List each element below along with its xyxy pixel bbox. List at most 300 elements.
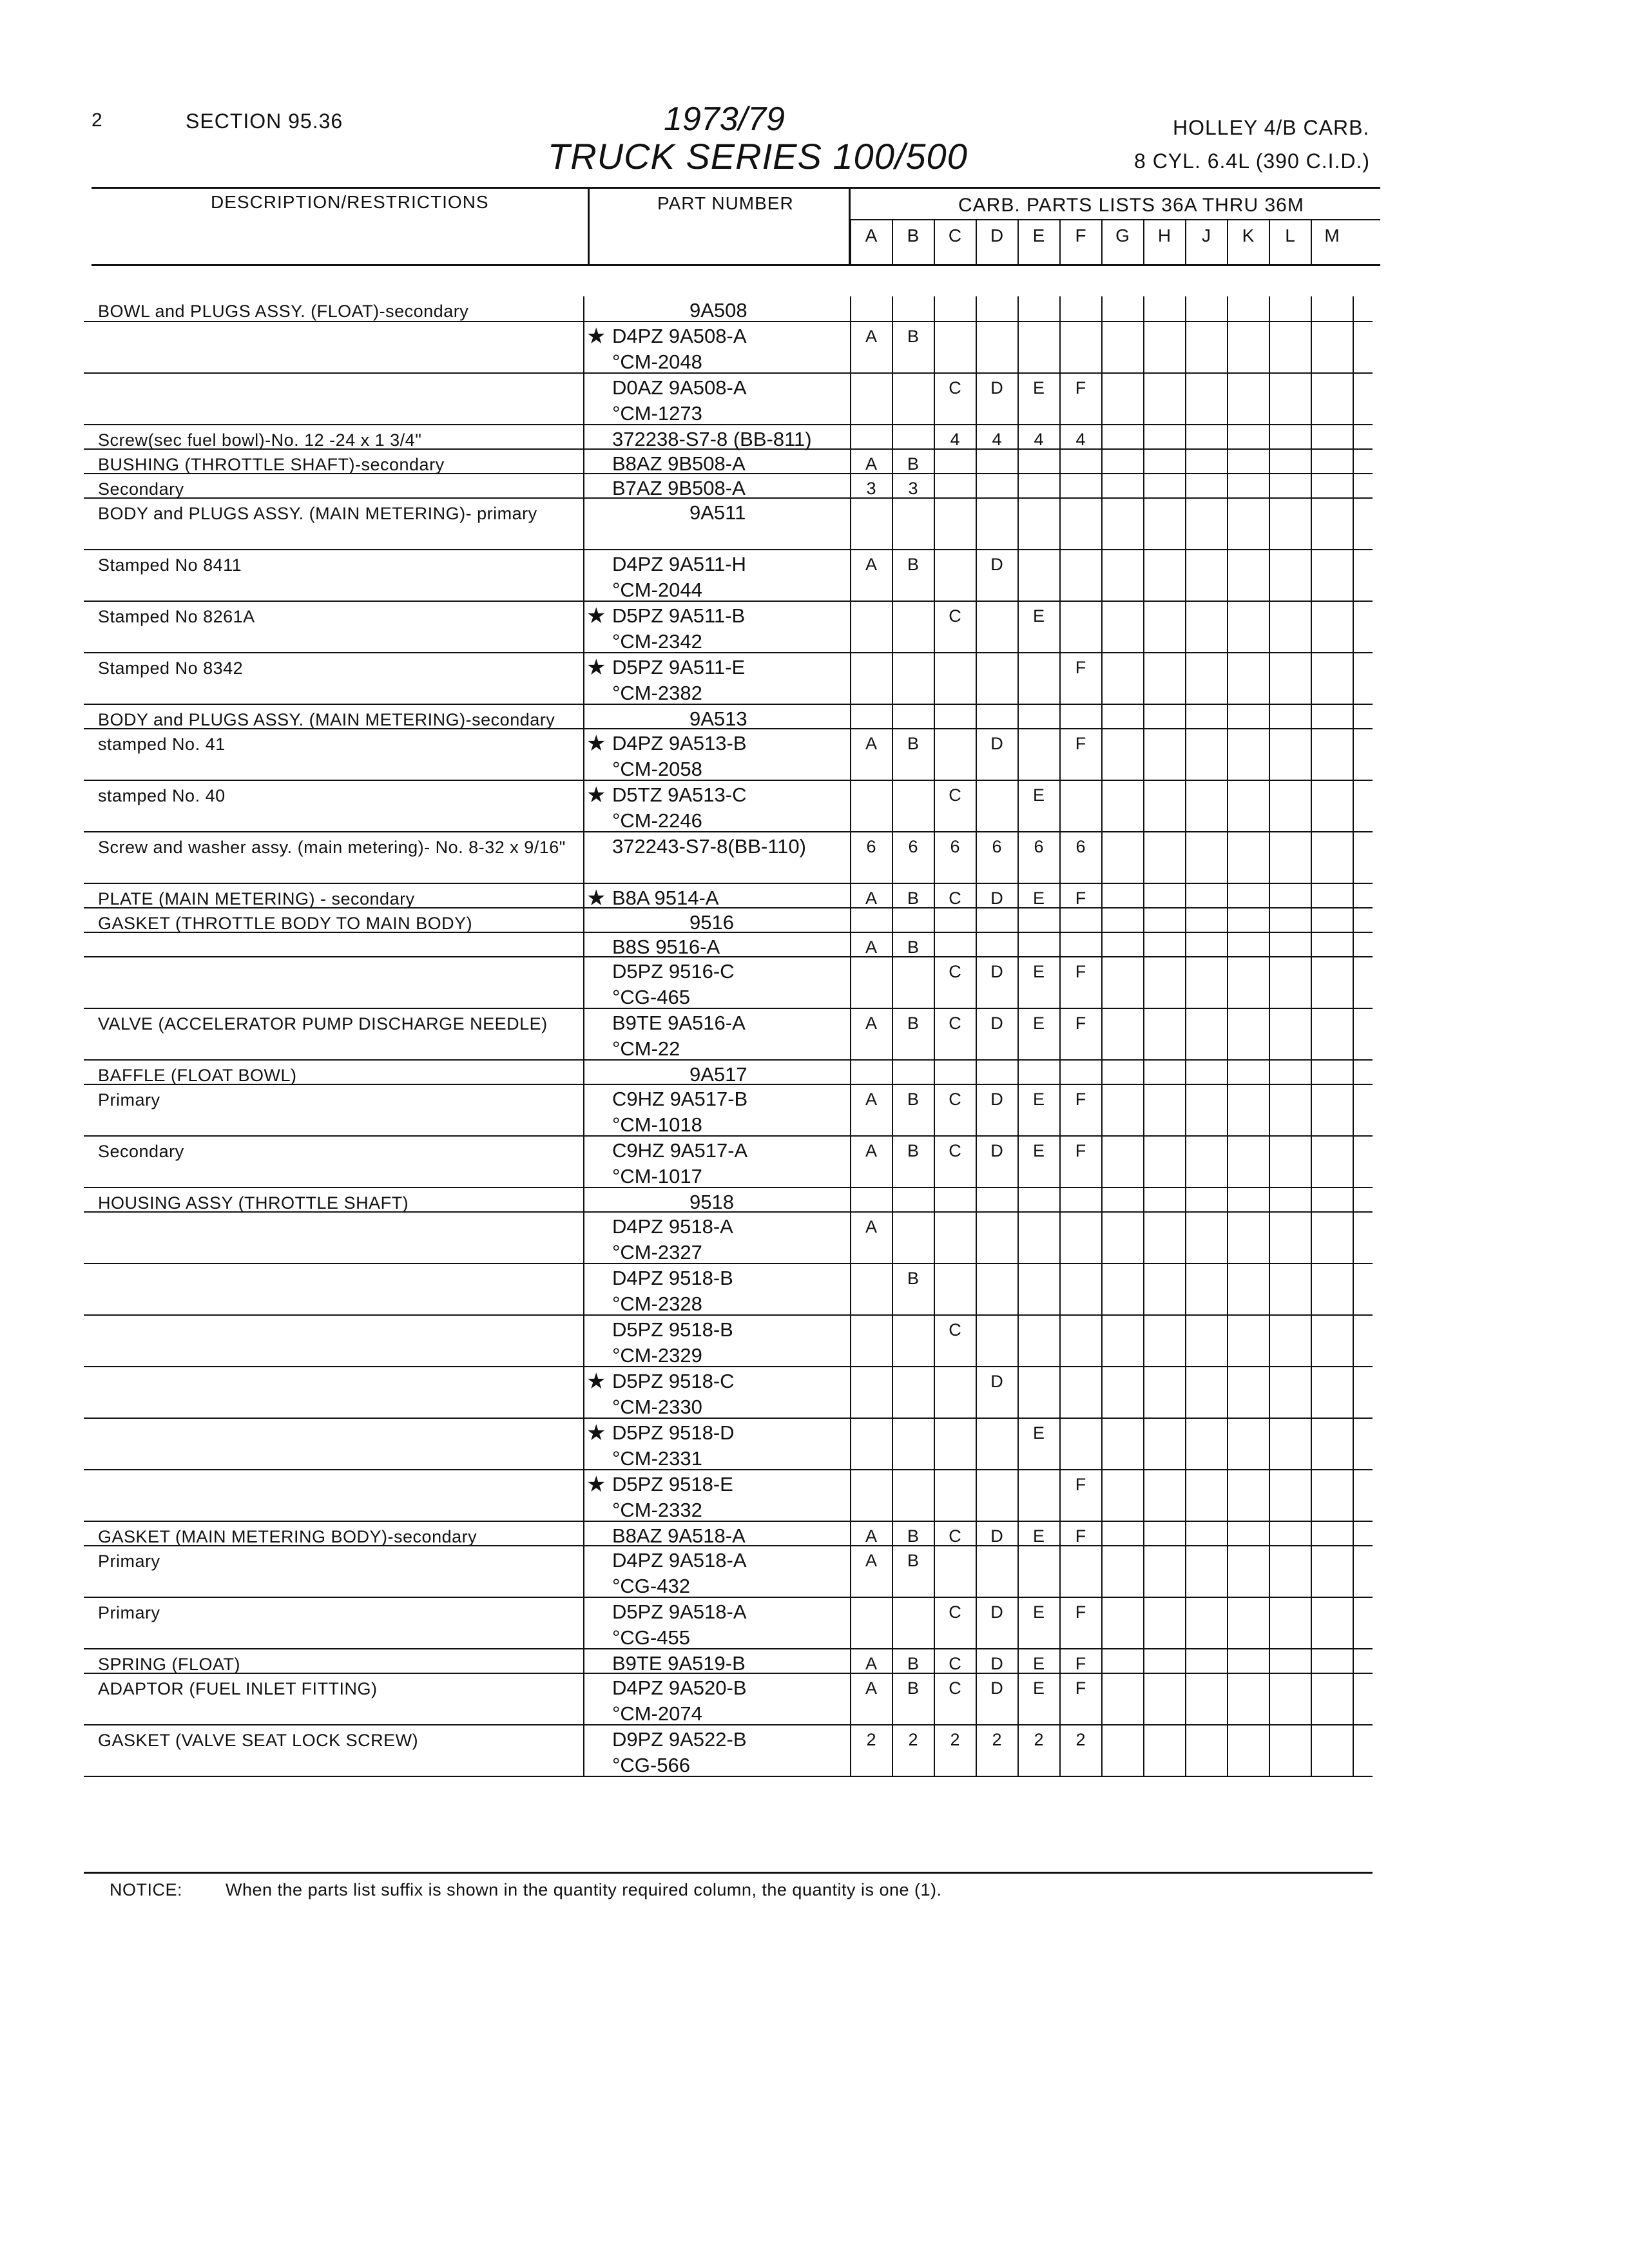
qty-cell-a: A [865,734,877,753]
grid-line [1059,1188,1061,1213]
qty-cell-f: F [1075,1602,1086,1622]
grid-line [850,781,851,832]
qty-cell-d: D [990,889,1003,908]
row-description: Stamped No 8411 [98,555,242,575]
qty-cell-a: A [865,1014,877,1033]
grid-line [1059,1546,1061,1598]
qty-cell-d: D [990,1678,1003,1698]
grid-line [1017,322,1019,374]
grid-line [1143,1316,1144,1367]
grid-line [1311,884,1312,908]
grid-line [1227,602,1228,653]
grid-line [1269,1085,1270,1137]
part-number [586,1420,735,1472]
qty-cell-e: 2 [1034,1730,1044,1749]
grid-line [1017,908,1019,933]
grid-line [1017,1188,1019,1213]
grid-line [583,550,584,602]
grid-line [1101,425,1103,450]
column-header-f: F [1075,226,1086,245]
qty-cell-f: 6 [1075,837,1086,856]
grid-line [1143,1085,1144,1137]
grid-line [1017,1316,1019,1367]
grid-line [583,1546,584,1598]
table-row [84,1522,1373,1546]
grid-line [1143,322,1144,374]
grid-line [1059,322,1061,374]
grid-line [1143,296,1144,322]
qty-cell-f: F [1075,1475,1086,1494]
grid-line [583,1419,584,1470]
part-number-line: C9HZ 9A517-B [612,1088,748,1110]
table-row [84,296,1373,322]
grid-line [892,1316,893,1367]
grid-line [1017,653,1019,705]
part-number-line: B7AZ 9B508-A [612,477,746,499]
grid-line [1269,550,1270,602]
grid-line [1311,425,1312,450]
grid-line [1101,1598,1103,1649]
cross-reference-line: °CM-2058 [612,758,702,780]
grid-line [1059,450,1061,474]
qty-cell-d: D [990,1602,1003,1622]
grid-line [1269,1188,1270,1213]
notice-text: When the parts list suffix is shown in the quantity required column, the quantity is one (1). [226,1880,942,1899]
grid-line [850,374,851,425]
qty-cell-f: F [1075,378,1086,398]
table-row [84,957,1373,1009]
grid-line [1353,1470,1354,1522]
grid-line [1227,1367,1228,1419]
star-icon: ★ [586,1421,606,1445]
qty-cell-b: B [907,454,919,474]
table-row [84,1061,1373,1085]
grid-line [1269,1264,1270,1316]
qty-cell-d: D [990,555,1003,574]
grid-line [1269,1316,1270,1367]
cross-reference-line: °CM-22 [612,1037,680,1060]
qty-cell-b: 2 [908,1730,918,1749]
qty-cell-e: E [1032,1654,1045,1673]
grid-line [892,1213,893,1264]
grid-line [934,322,935,374]
row-description: Secondary [98,479,184,499]
grid-line [1017,729,1019,781]
grid-line [1269,1367,1270,1419]
part-number [612,1086,747,1138]
qty-cell-b: B [907,1141,919,1160]
cross-reference-line: °CG-432 [612,1575,690,1597]
part-number [612,476,746,501]
qty-cell-d: D [990,1141,1003,1160]
row-description: BODY and PLUGS ASSY. (MAIN METERING)-secondary [98,710,555,729]
column-header-j: J [1202,226,1211,245]
grid-line [850,602,851,653]
grid-line [1311,832,1312,884]
qty-cell-b: B [907,1678,919,1698]
qty-cell-d: 2 [992,1730,1002,1749]
grid-line [1059,1316,1061,1367]
star-icon: ★ [586,783,606,807]
grid-line [1311,705,1312,729]
notice [110,1880,942,1900]
grid-line [1185,1213,1186,1264]
qty-cell-d: D [990,378,1003,398]
grid-line [1227,957,1228,1009]
grid-line [1017,1367,1019,1419]
qty-cell-a: A [865,1551,877,1570]
grid-line [1353,884,1354,908]
grid-line [1311,602,1312,653]
grid-line [1017,1470,1019,1522]
qty-cell-a: A [865,1217,877,1236]
grid-line [1269,322,1270,374]
grid-line [1101,908,1103,933]
grid-line [1227,1546,1228,1598]
qty-cell-a: A [865,937,877,957]
grid-line [1269,957,1270,1009]
grid-line [1311,550,1312,602]
grid-line [1101,1061,1103,1085]
qty-cell-b: 3 [908,479,918,498]
grid-line [934,1367,935,1419]
grid-line [976,1316,977,1367]
qty-cell-a: A [865,1526,877,1546]
part-number-line: D5PZ 9518-D [612,1421,735,1444]
grid-line [1227,1085,1228,1137]
grid-line [976,499,977,550]
grid-line [1017,705,1019,729]
grid-line [1143,474,1144,499]
grid-line [583,1316,584,1367]
part-number [586,885,719,911]
qty-cell-b: B [907,1654,919,1673]
grid-line [1311,474,1312,499]
grid-line [583,1085,584,1137]
grid-line [934,1061,935,1085]
part-number [612,706,747,732]
part-number-line: D4PZ 9A520-B [612,1677,747,1699]
grid-line [1311,374,1312,425]
part-number [612,1010,746,1062]
part-number-line: D4PZ 9A511-H [612,553,746,575]
grid-line [1353,474,1354,499]
qty-cell-d: 6 [992,837,1002,856]
grid-line [583,450,584,474]
grid-line [1185,602,1186,653]
grid-line [1353,1316,1354,1367]
part-number-line: 9A517 [689,1063,747,1086]
grid-line [1227,1009,1228,1061]
grid-line [1311,653,1312,705]
grid-line [1311,1061,1312,1085]
grid-line [583,1367,584,1419]
qty-cell-f: F [1075,1678,1086,1698]
grid-line [1185,1061,1186,1085]
grid-line [1311,1522,1312,1546]
table-row [84,933,1373,957]
grid-line [1143,1137,1144,1188]
part-number [612,1675,747,1727]
grid-line [1353,781,1354,832]
table-row [84,1009,1373,1061]
grid-line [1101,550,1103,602]
part-number [612,834,806,860]
grid-line [1269,1546,1270,1598]
grid-line [1227,908,1228,933]
grid-line [850,296,851,322]
grid-line [850,1598,851,1649]
grid-line [1353,322,1354,374]
qty-cell-e: E [1032,785,1045,805]
qty-cell-b: B [907,1090,919,1109]
grid-line [850,1316,851,1367]
grid-line [1017,296,1019,322]
grid-line [1311,1137,1312,1188]
column-header-b: B [907,226,920,245]
row-description: BAFFLE (FLOAT BOWL) [98,1066,297,1085]
grid-line [1101,374,1103,425]
grid-line [1227,1188,1228,1213]
part-number [612,1523,746,1549]
grid-line [1227,1522,1228,1546]
grid-line [583,1674,584,1725]
grid-line [583,832,584,884]
grid-line [583,1470,584,1522]
grid-line [583,884,584,908]
qty-cell-c: C [949,378,961,398]
qty-cell-a: A [865,454,877,474]
grid-line [976,1419,977,1470]
table-row [84,474,1373,499]
grid-line [850,908,851,933]
part-number [612,375,747,427]
grid-line [1269,1649,1270,1674]
grid-line [1269,884,1270,908]
grid-line [1059,781,1061,832]
part-number [612,1599,747,1651]
grid-line [1143,1367,1144,1419]
grid-line [1353,1598,1354,1649]
grid-line [583,1061,584,1085]
grid-line [1269,1598,1270,1649]
qty-cell-c: C [949,1602,961,1622]
part-number [612,959,735,1010]
grid-line [1353,1725,1354,1777]
qty-cell-e: E [1032,962,1045,981]
grid-line [1101,1522,1103,1546]
grid-line [1311,1546,1312,1598]
cross-reference-line: °CM-2382 [612,682,702,704]
grid-line [976,1264,977,1316]
grid-line [892,499,893,550]
grid-line [1269,474,1270,499]
qty-cell-f: F [1075,1654,1086,1673]
grid-line [1143,1546,1144,1598]
grid-line [1059,499,1061,550]
column-header-d: D [990,226,1004,245]
grid-line [1101,1316,1103,1367]
column-header-l: L [1285,226,1295,245]
table-row [84,781,1373,832]
grid-line [1227,1061,1228,1085]
grid-line [1353,296,1354,322]
grid-line [976,933,977,957]
qty-cell-e: E [1032,1526,1045,1546]
grid-line [583,1598,584,1649]
part-number-line: 9A513 [689,707,747,730]
table-row [84,322,1373,374]
part-number-line: B8A 9514-A [612,887,719,909]
qty-cell-d: D [990,1526,1003,1546]
grid-line [1311,957,1312,1009]
part-number-line: B9TE 9A516-A [612,1012,746,1034]
table-row [84,550,1373,602]
grid-line [892,602,893,653]
grid-line [1101,705,1103,729]
grid-line [1353,1061,1354,1085]
grid-line [1101,1649,1103,1674]
grid-line [1353,1188,1354,1213]
table-row [84,1085,1373,1137]
grid-line [1185,781,1186,832]
grid-line [1143,1674,1144,1725]
grid-line [583,957,584,1009]
grid-line [1185,1419,1186,1470]
qty-cell-e: E [1032,1602,1045,1622]
grid-line [976,296,977,322]
grid-line [1353,1085,1354,1137]
grid-line [1311,1264,1312,1316]
grid-line [583,1188,584,1213]
cross-reference-line: °CM-1017 [612,1165,702,1187]
qty-cell-e: E [1032,1423,1045,1443]
grid-line [1311,781,1312,832]
part-number-line: D5TZ 9A513-C [612,783,747,806]
table-row [84,705,1373,729]
grid-line [1269,1061,1270,1085]
part-number-line: D4PZ 9518-B [612,1267,733,1289]
part-number [612,427,812,452]
part-number [612,1138,747,1189]
grid-line [976,474,977,499]
carb-lists-header: CARB. PARTS LISTS 36A THRU 36M [958,195,1304,216]
part-number-line: B8AZ 9A518-A [612,1524,746,1547]
grid-line [1269,450,1270,474]
grid-line [1101,781,1103,832]
qty-cell-d: D [990,1654,1003,1673]
grid-line [976,1061,977,1085]
grid-line [1269,602,1270,653]
qty-cell-e: E [1032,889,1045,908]
part-number-line: D9PZ 9A522-B [612,1728,747,1751]
grid-line [892,957,893,1009]
grid-line [1185,1316,1186,1367]
cross-reference-line: °CG-566 [612,1754,690,1776]
column-header-c: C [948,226,962,245]
column-header-a: A [865,226,878,245]
qty-cell-a: A [865,1678,877,1698]
grid-line [1101,1419,1103,1470]
grid-line [1101,957,1103,1009]
grid-line [892,1367,893,1419]
cross-reference-line: °CM-1018 [612,1113,702,1136]
grid-line [1101,933,1103,957]
grid-line [1185,908,1186,933]
grid-line [1311,1316,1312,1367]
part-number [612,1548,747,1599]
grid-line [1017,550,1019,602]
grid-line [1311,322,1312,374]
grid-line [1353,550,1354,602]
cross-reference-line: °CM-2329 [612,1344,702,1367]
grid-line [1017,499,1019,550]
grid-line [1227,884,1228,908]
grid-line [1353,1213,1354,1264]
row-description: stamped No. 41 [98,735,226,754]
grid-line [1353,908,1354,933]
qty-cell-a: A [865,1141,877,1160]
part-number-line: B9TE 9A519-B [612,1652,746,1675]
grid-line [1101,1367,1103,1419]
grid-line [1143,1264,1144,1316]
qty-cell-b: B [907,1551,919,1570]
qty-cell-f: 2 [1075,1730,1086,1749]
grid-line [1227,1725,1228,1777]
grid-line [1101,1264,1103,1316]
row-description: Primary [98,1090,160,1110]
cross-reference-line: °CM-2327 [612,1241,702,1264]
grid-line [850,425,851,450]
grid-line [850,1264,851,1316]
grid-line [1185,1725,1186,1777]
grid-line [1311,1419,1312,1470]
grid-line [1143,1598,1144,1649]
section-label: SECTION 95.36 [186,110,343,133]
grid-line [850,1061,851,1085]
grid-line [1017,1061,1019,1085]
grid-line [1353,1674,1354,1725]
grid-line [1269,1674,1270,1725]
grid-line [1353,499,1354,550]
grid-line [1353,705,1354,729]
part-number-line: 9A511 [689,501,746,524]
grid-line [976,450,977,474]
grid-line [1185,1085,1186,1137]
grid-line [934,933,935,957]
row-description: HOUSING ASSY (THROTTLE SHAFT) [98,1193,409,1213]
grid-line [1101,1137,1103,1188]
grid-line [583,322,584,374]
part-number [586,655,746,706]
cross-reference-line: °CM-2330 [612,1396,702,1418]
part-number-line: D5PZ 9516-C [612,960,735,983]
grid-line [1269,1137,1270,1188]
notice-label: NOTICE: [110,1880,183,1899]
qty-cell-d: D [990,1014,1003,1033]
part-number [586,782,747,834]
grid-line [934,1188,935,1213]
qty-cell-a: A [865,327,877,346]
qty-cell-d: 4 [992,430,1002,449]
grid-line [1311,450,1312,474]
grid-line [1227,1316,1228,1367]
part-number [612,552,746,603]
grid-line [1269,933,1270,957]
qty-cell-f: F [1075,658,1086,677]
grid-line [1269,1470,1270,1522]
table-row [84,908,1373,933]
